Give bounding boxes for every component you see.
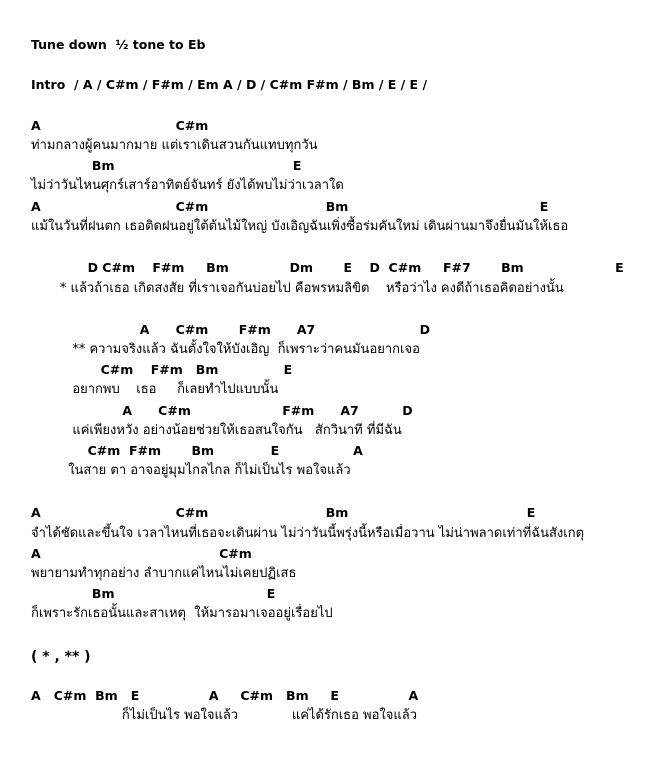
chord-line: A C#m Bm E bbox=[31, 505, 536, 520]
chord-line: C#m F#m Bm E bbox=[31, 362, 293, 377]
lyric-line: ท่ามกลางผู้คนมากมาย แต่เราเดินสวนกันแทบทุกวัน bbox=[31, 138, 318, 153]
lyric-line: ในสาย ตา อาจอยู่มุมไกลไกล ก็ไม่เป็นไร พอใจแล้ว bbox=[31, 463, 351, 478]
chord-line: Bm E bbox=[31, 586, 276, 601]
lyric-line: ไม่ว่าวันไหนศุกร์เสาร์อาทิตย์จันทร์ ยังได้พบไม่ว่าเวลาใด bbox=[31, 178, 344, 193]
chord-line: C#m F#m Bm E A bbox=[31, 443, 363, 458]
tuning-note: Tune down ½ tone to Eb bbox=[31, 37, 206, 52]
chord-line: A C#m bbox=[31, 546, 252, 561]
chord-line: A C#m Bm E A C#m Bm E A bbox=[31, 688, 419, 703]
chord-line: A C#m bbox=[31, 118, 209, 133]
lyric-line: ก็เพราะรักเธอนั้นและสาเหตุ ให้มารอมาเจออยู่เรื่อยไป bbox=[31, 606, 333, 621]
chord-line: A C#m Bm E bbox=[31, 199, 549, 214]
chord-line: Bm E bbox=[31, 158, 302, 173]
lyric-line: แค่เพียงหวัง อย่างน้อยช่วยให้เธอสนใจกัน สักวินาที ที่มีฉัน bbox=[31, 423, 402, 438]
chord-line: A C#m F#m A7 D bbox=[31, 322, 431, 337]
lyric-line: จำได้ชัดและขึ้นใจ เวลาไหนที่เธอจะเดินผ่าน ไม่ว่าวันนี้พรุ่งนี้หรือเมื่อวาน ไม่น่าพลาดเท่าที่ฉันสังเกตุ bbox=[31, 526, 585, 541]
chord-line: D C#m F#m Bm Dm E D C#m F#7 Bm E bbox=[31, 260, 624, 275]
lyric-line: อยากพบ เธอ ก็เลยทำไปแบบนั้น bbox=[31, 382, 279, 397]
lyric-line: * แล้วถ้าเธอ เกิดสงสัย ที่เราเจอกันบ่อยไป คือพรหมลิขิต หรือว่าไง คงดีถ้าเธอคิดอย่างนั้น bbox=[31, 281, 564, 296]
chord-line: A C#m F#m A7 D bbox=[31, 403, 413, 418]
lyric-line: ก็ไม่เป็นไร พอใจแล้ว แค่ได้รักเธอ พอใจแล้ว bbox=[31, 708, 418, 723]
repeat-marker: ( * , ** ) bbox=[31, 649, 91, 665]
lyric-line: แม้ในวันที่ฝนตก เธอติดฝนอยู่ใต้ต้นไม้ใหญ่ บังเอิญฉันเพิ่งซื้อร่มคันใหม่ เดินผ่านมาจึงยื่นมันให้เธอ bbox=[31, 219, 569, 234]
intro-chords: Intro / A / C#m / F#m / Em A / D / C#m F#m / Bm / E / E / bbox=[31, 77, 428, 92]
lyric-line: ** ความจริงแล้ว ฉันตั้งใจให้บังเอิญ ก็เพราะว่าคนมันอยากเจอ bbox=[31, 342, 420, 357]
lyric-line: พยายามทำทุกอย่าง ลำบากแค่ไหนไม่เคยปฏิเสธ bbox=[31, 566, 297, 581]
